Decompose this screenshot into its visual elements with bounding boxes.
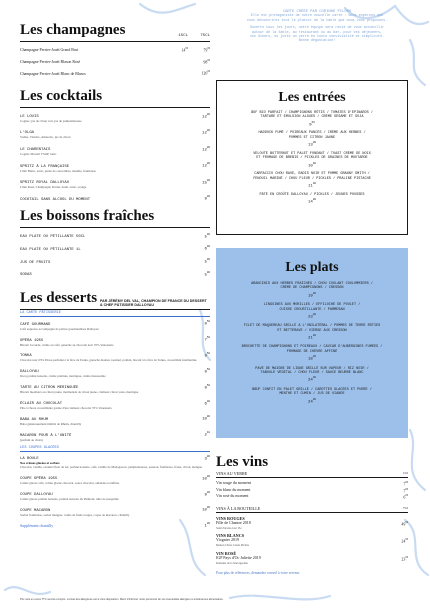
champagnes-col1: 15CL	[178, 34, 188, 38]
dish-name-line: CRÈME DE CHAMPIGNONS / CRESSON	[280, 286, 344, 291]
dish-item	[224, 324, 400, 341]
price-wrap	[401, 538, 408, 544]
price-cents: 00	[206, 522, 210, 526]
item-description: Cognac Martell VSOP, tonic	[20, 151, 57, 156]
price: 10	[202, 508, 207, 513]
price-cents: 50	[206, 336, 210, 340]
price-cents: 50	[206, 383, 210, 387]
dish-price	[224, 291, 400, 299]
menu-item	[20, 194, 210, 202]
price-wrap	[401, 521, 408, 527]
item-name: Champagne Perrier-Jouët Blason Rosé	[20, 59, 81, 64]
wines-section	[216, 454, 408, 575]
menu-item	[20, 474, 210, 486]
dish-item	[225, 152, 399, 169]
price-wrap	[188, 270, 210, 278]
price-cents: 00	[206, 415, 210, 419]
menu-item-row	[20, 194, 210, 202]
menu-item	[20, 367, 210, 379]
intro-line: CARTE CRÉÉE PAR CORINNE PILORO	[282, 10, 352, 14]
item-subtitle: Nos crèmes glacées et sorbets	[20, 461, 60, 466]
price: 49	[401, 521, 406, 527]
price-cents: 00	[312, 291, 316, 295]
item-name: LE LOUIS	[20, 114, 39, 119]
wine-producer: Saint-Nicolas-Jour Vie	[216, 526, 242, 530]
dish-price	[225, 161, 399, 169]
dish-name-line: BŒUF CONFIT EN PALET GRILLÉ / CAROTTES GLACÉES ET PURÉE /	[252, 387, 372, 392]
dish-price	[224, 312, 400, 320]
divider	[20, 316, 210, 317]
item-name: LA BOULE	[20, 457, 39, 462]
price: 79	[203, 47, 208, 53]
dish-price	[224, 397, 400, 405]
wine-name: Vin rosé du moment	[216, 493, 249, 499]
price-cents: 00	[206, 258, 210, 262]
price-cents: 00	[312, 312, 316, 316]
price-wrap	[401, 556, 408, 562]
dish-name-line: ET BETTERAVE / VIERGE AUX CRESSON	[277, 328, 347, 333]
menu-item	[20, 112, 210, 124]
pastry-subheading: LA CARTE PÂTISSERIE	[20, 311, 61, 316]
price-wrap	[188, 178, 210, 186]
menu-item	[20, 244, 210, 252]
price: 12	[202, 164, 207, 169]
item-description: Vodka, Violette, Amaretto, jus de citron	[20, 135, 71, 140]
intro-line: vos dîners, ou juste un verre en toute convivialité et simplicité.	[249, 35, 385, 40]
dish-name-line: ET FROMAGE DE BREBIS / PICKLES DE GRAINES DE MOUTARDE	[256, 156, 368, 161]
price-wrap	[188, 521, 210, 529]
price-cents: 00	[312, 182, 316, 186]
menu-item	[20, 145, 210, 157]
dish-name-line: TABOULÉ VÉGÉTAL / CHOU FLEUR / SAUCE BEURRE BLANC	[260, 370, 364, 375]
menu-item	[20, 454, 210, 470]
dish-price	[225, 197, 399, 205]
price: 10	[308, 164, 313, 169]
dish-name-line: FILET DE MAQUEREAU GRILLÉ À L'UNILATÉRAL / POMMES DE TERRE RÔTIES	[243, 324, 381, 329]
menu-item	[20, 128, 210, 140]
price-cents: 00	[207, 47, 210, 50]
price: 9	[204, 322, 207, 327]
dish-item	[224, 367, 400, 384]
price: 6	[403, 494, 406, 500]
price-wrap	[403, 493, 408, 500]
menu-item	[20, 521, 210, 529]
price-cents: 00	[206, 129, 210, 133]
menu-item	[20, 257, 210, 265]
price: 14	[308, 200, 313, 205]
item-description: Cognac, jus de citron vert, jus de pamplemousse	[20, 118, 82, 123]
menu-item	[20, 399, 210, 411]
menu-item	[20, 414, 210, 426]
cocktails-section	[20, 88, 210, 203]
price-cents: 00	[312, 141, 316, 145]
item-name: COUPE OPÉRA 1955	[20, 477, 58, 482]
wine-group	[216, 533, 408, 548]
menu-item-row	[20, 521, 210, 529]
price: 2	[204, 433, 207, 438]
dish-name-line: TARTARE ET ÉMULSION ALGUES / CRÈME SÉSAME ET SOJA	[260, 115, 364, 120]
price-cents: 50	[206, 320, 210, 324]
price: 7	[204, 338, 207, 343]
item-name: TONKA	[20, 354, 32, 359]
price-wrap	[188, 244, 210, 252]
price-wrap	[188, 161, 210, 169]
dish-item	[225, 111, 399, 128]
item-description: Sorbet framboise, sorbet mangue, coulis de fruits rouges, coque de macaron, chantilly	[20, 512, 130, 517]
price-cents: 00	[206, 195, 210, 199]
wine-name: Viognier 2019	[216, 537, 239, 543]
dish-name-line: BROCHETTE DE CHAMPIGNONS ET POIREAUX / CAVIAR D'AUBERGINES FUMÉES /	[241, 345, 383, 350]
dish-name-line: CARPACCIO CHOU RAVE, RADIS NOIR ET POMME GRANNY SMITH /	[254, 172, 370, 177]
dish-name-line: LINGUINES AUX MORILLES / EFFILOCHÉ DE POULET /	[263, 303, 361, 308]
item-name: MACARON POUR À L'UNITÉ	[20, 433, 72, 438]
price-wrap	[188, 430, 210, 438]
divider	[216, 477, 408, 478]
price-wrap	[188, 367, 210, 375]
dish-item	[224, 345, 400, 362]
price: 12	[202, 147, 207, 152]
dish-name-line: ARANCINIS AUX HERBES FRAÎCHES / CHOU COULANT COULOMMIERS /	[251, 282, 373, 286]
price-cents: 00	[405, 521, 408, 524]
champagnes-title: Les champagnes	[20, 22, 126, 38]
dish-item	[224, 388, 400, 405]
price-cents: 00	[312, 376, 316, 380]
price: 98	[203, 58, 208, 64]
champagnes-col2: 75CL	[200, 34, 210, 38]
dish-price	[225, 181, 399, 189]
champagnes-section	[20, 22, 210, 77]
item-description: Dacq praliné noisette, crème pralinée, meringue, crème mousseline	[20, 374, 106, 379]
price: 7	[403, 481, 406, 487]
price-wrap	[188, 335, 210, 343]
wine-producer: Maison Chave Cassis Rivière	[216, 544, 250, 548]
wine-bottle-heading: VINS À LA BOUTEILLE	[216, 505, 261, 511]
plats-box	[216, 248, 408, 438]
price-cents: 00	[206, 271, 210, 275]
price-cents: 00	[206, 178, 210, 182]
desserts-section	[20, 290, 210, 529]
dish-price	[224, 333, 400, 341]
price-cents: 00	[206, 490, 210, 494]
price: 23	[401, 555, 406, 561]
price: 9	[204, 370, 207, 375]
wine-bottle-unit: 75cl	[402, 505, 408, 510]
menu-item	[20, 351, 210, 363]
price-wrap	[188, 145, 210, 153]
item-description: Chocolat noir 63% Pérou parfumé à la fève de Tonka, ganache montée caramel, praliné, biscuit à la fève de Tonka, croustillant feuillantine	[20, 358, 197, 363]
wine-glass-unit: 15cl	[402, 471, 408, 475]
item-name: JUS DE FRUITS	[20, 260, 51, 265]
wine-bottle-header	[216, 506, 408, 511]
price-cents: 00	[405, 481, 408, 485]
price-wrap	[188, 414, 210, 422]
wine-note: Pour plus de références, demandez conseil à votre serveur.	[216, 571, 301, 576]
menu-item	[20, 490, 210, 502]
divider	[20, 107, 210, 108]
price-wrap	[188, 257, 210, 265]
wine-glass-heading: VINS AU VERRE	[216, 471, 248, 476]
intro-line: Elle est protagoniste de notre nouvelle carte : Nous espérons que	[250, 14, 384, 19]
dish-name-line: CUISSE CROUSTILLANTE / PARMESAN	[279, 307, 345, 312]
price: 9	[204, 386, 207, 391]
pastry-chef-credit: PAR JÉRÉMY DEL VAL, CHAMPION DE FRANCE DU DESSERT & CHEF PÂTISSIER DALLOYAU	[100, 298, 207, 308]
item-name: OPÉRA 1955	[20, 338, 44, 343]
price-cents: 00	[206, 232, 210, 236]
item-name: CAFÉ GOURMAND	[20, 322, 51, 327]
price: 9	[309, 123, 312, 128]
wine-name: Vin blanc du moment	[216, 486, 251, 492]
dish-name-line: FROMAGE DE CHÈVRE AFFINÉ	[286, 349, 338, 354]
price-cents: 00	[206, 399, 210, 403]
item-name: ÉCLAIR AU CHOCOLAT	[20, 401, 63, 406]
price: 9	[204, 197, 207, 202]
left-column	[20, 22, 210, 533]
intro-line: Ouverts tous les jours, notre équipe sera ravie de vous accueillir	[249, 26, 385, 31]
price: 23	[308, 315, 313, 320]
price-cents: 00	[206, 474, 210, 478]
divider	[20, 227, 210, 228]
entrees-title: Les entrées	[278, 90, 346, 105]
intro-line: Bonne dégustation!	[298, 39, 336, 44]
price-cents: 50	[206, 352, 210, 356]
dish-item	[224, 282, 400, 299]
price-wrap	[188, 319, 210, 327]
dish-item	[225, 131, 399, 148]
price-cents: 50	[206, 367, 210, 371]
dish-name-line: VELOUTÉ BUTTERNUT ET PALET FONDANT / TOAST CRÈME DE NOIX	[253, 151, 371, 156]
wines-title: Les vins	[216, 454, 269, 470]
intro-line: autour de la table, au restaurant ou au bar, pour vos déjeuners,	[251, 30, 383, 35]
price-cents: 00	[312, 355, 316, 359]
price: 10	[202, 417, 207, 422]
price: 6	[204, 247, 207, 252]
wine-group	[216, 516, 408, 531]
dish-name-line: FENOUIL MARINÉ / CHOU FLEUR / PICKLES / PRALINÉ PISTACHE	[253, 176, 371, 181]
price-wrap	[188, 399, 210, 407]
item-name: SPRITZ ROYAL DALLOYAU	[20, 181, 70, 186]
wine-group	[216, 551, 408, 566]
wine-glass-header	[216, 471, 408, 476]
price: 5	[204, 260, 207, 265]
price: 24	[308, 378, 313, 383]
item-name: EAU PLATE OU PÉTILLANTE 1L	[20, 247, 81, 252]
dish-name-line: PÂTÉ EN CROÛTE DALLOYAU / PICKLES / JEUNES POUSSES	[259, 192, 365, 197]
menu-item	[20, 319, 210, 331]
item-description: Café expresso accompagné de petites gourmandises Dalloyau	[20, 326, 99, 331]
price-wrap	[188, 128, 210, 136]
item-name: Supplément chantilly	[20, 523, 54, 528]
intro-line: vous découvrirez tout le plaisir de la table que nous vous proposons.	[246, 18, 388, 23]
menu-item	[20, 430, 210, 442]
price-wrap	[188, 474, 210, 482]
menu-item	[20, 58, 210, 65]
menu-item	[20, 178, 210, 190]
price: 19	[308, 294, 313, 299]
price: 5	[204, 234, 207, 239]
item-name: SODAS	[20, 273, 32, 278]
item-description: Biscuit moelleux au citron jaune, marmelade de citron jaune, crémeux citron yuzu, meringue	[20, 390, 139, 395]
price-cents: 00	[207, 58, 210, 62]
soft-drinks-title: Les boissons fraîches	[20, 207, 155, 224]
item-name: TARTE AU CITRON MERINGUÉE	[20, 386, 79, 391]
price-cents: 00	[405, 555, 408, 559]
price-wrap	[188, 194, 210, 202]
price-cents: 00	[206, 506, 210, 510]
dish-price	[224, 354, 400, 362]
dish-price	[225, 140, 399, 148]
price-wrap	[188, 232, 210, 240]
ice-cream-subheading: LES COUPES GLACÉES	[20, 446, 59, 450]
item-name: DALLOYAU	[20, 370, 39, 375]
item-description: (parfum au choix)	[20, 437, 44, 442]
price-wrap	[188, 454, 210, 462]
item-description: Pâte à choux croustillante garnie d'un crémeux chocolat 70% Venezuela	[20, 405, 112, 410]
price-wrap	[188, 490, 210, 498]
price: 7	[403, 488, 406, 494]
price-cents: 00	[206, 245, 210, 249]
price-cents: 00	[206, 112, 210, 116]
price: 9	[204, 492, 207, 497]
divider	[20, 451, 210, 452]
price: 5	[204, 273, 207, 278]
dish-item	[224, 303, 400, 320]
price: 12	[202, 114, 207, 119]
price-cents: 00	[405, 494, 408, 498]
divider	[20, 41, 210, 42]
item-description: Lillet Blanc, tonic, purée de concombre, menthe, framboise	[20, 168, 96, 173]
dish-name-line: MENTHE ET CUMIN / JUS DE VIANDE	[279, 392, 345, 397]
price: 120	[201, 70, 208, 76]
menu-item	[20, 270, 210, 278]
menu-item	[20, 232, 210, 240]
price-wrap	[188, 505, 210, 513]
item-name: LE CHARENTAIS	[20, 147, 51, 152]
price-cents: 00	[312, 198, 316, 202]
wine-producer: Domaine de la Sauvageonne	[216, 561, 248, 565]
menu-item	[20, 161, 210, 173]
price: 13	[308, 143, 313, 148]
item-description: Crème glacée praliné noisette, praliné noisette du Piémont, tuile de nougatine	[20, 496, 119, 501]
price-cents: 00	[312, 334, 316, 338]
price: 1	[204, 524, 207, 529]
price-cents: 50	[311, 120, 315, 124]
item-name: COUPE DALLOYAU	[20, 492, 53, 497]
price-cents: 10	[206, 431, 210, 435]
dish-item	[225, 172, 399, 189]
item-name: COUPE MACARON	[20, 508, 51, 513]
wine-name: IGP Pays d'Oc Juliette 2019	[216, 554, 261, 560]
price: 18	[308, 357, 313, 362]
menu-item	[20, 505, 210, 517]
price: 11	[308, 184, 313, 189]
item-description: Biscuit Joconde, crème au café, ganache au chocolat noir 70% Venezuela	[20, 342, 114, 347]
soft-drinks-section	[20, 208, 210, 279]
price: 14	[181, 47, 186, 53]
item-description: Crème glacée café, crème glacée chocolat, sauce chocolat, amandes torréfiées	[20, 481, 120, 486]
price-cents: 00	[312, 161, 316, 165]
price: 24	[308, 399, 313, 404]
item-name: Champagne Perrier-Jouët Grand Brut	[20, 48, 79, 53]
price-cents: 00	[207, 70, 210, 74]
price-cents: 00	[206, 162, 210, 166]
cocktails-title: Les cocktails	[20, 87, 103, 104]
dish-name-line: POMMES ET CITRON JAUNE	[288, 135, 336, 140]
dish-item	[225, 193, 399, 206]
wine-group-heading: VINS ROUGES	[216, 516, 245, 521]
menu-item-row	[20, 430, 210, 438]
price: 12	[202, 131, 207, 136]
price-cents: 00	[185, 47, 188, 50]
wine-group-heading: VIN ROSÉ	[216, 550, 237, 556]
price-wrap	[188, 383, 210, 391]
price-cents: 00	[312, 397, 316, 401]
item-name: SPRITZ À LA FRANÇAISE	[20, 164, 70, 169]
price-cents: 00	[206, 455, 210, 458]
dish-name-line: PAVÉ DE MAIGRE DE LIGNE GRILLÉ SUR VAPEUR / RIZ NOIR /	[255, 366, 369, 371]
price-wrap	[188, 112, 210, 120]
entrees-box	[216, 80, 408, 235]
price-cents: 00	[405, 538, 408, 542]
dish-name-line: ŒUF BIO PARFAIT / CHAMPIGNONS RÔTIS / TOMATES D'ÉPINARDS /	[251, 111, 373, 115]
price: 24	[401, 538, 406, 544]
price: 15	[202, 181, 207, 186]
plats-title: Les plats	[285, 260, 339, 275]
item-description: Chocolat, vanille, caramel fleur de sel, praliné noisette, café, vanille de Madagascar, pamplemousse, passion, framboise, fraise, citron, mangue	[20, 465, 203, 470]
price: 21	[308, 336, 313, 341]
menu-item	[20, 69, 210, 76]
item-description: Baba généreusement imbibé de Rhum, chantilly	[20, 421, 82, 426]
dish-price	[224, 375, 400, 383]
menu-item	[20, 383, 210, 395]
wine-item	[216, 493, 408, 500]
price: 3	[204, 457, 207, 462]
item-name: L'OLGA	[20, 131, 35, 136]
price-cents: 00	[405, 487, 408, 491]
menu-item	[20, 335, 210, 347]
legal-footnote: Prix nets en euros TTC service compris. La liste des allergènes est à votre disposition. Merci d'informer notre personnel de vos éventuelles allergies ou intolérances alimentaires.	[20, 598, 224, 601]
price: 6	[204, 401, 207, 406]
dish-price	[225, 120, 399, 128]
wine-name: Vin rouge du moment	[216, 480, 251, 486]
price: 9	[204, 354, 207, 359]
item-name: BABA AU RHUM	[20, 417, 49, 422]
desserts-title: Les desserts	[20, 290, 98, 307]
wine-name: Fille de Chantre 2018	[216, 520, 251, 525]
wine-group-heading: VINS BLANCS	[216, 533, 245, 539]
item-name: COCKTAIL SANS ALCOOL DU MOMENT	[20, 197, 91, 202]
dish-name-line: HADDOCK FUMÉ / POIREAUX PANCÉS / CRÈME AUX HERBES /	[258, 131, 366, 136]
price: 10	[202, 477, 207, 482]
item-name: EAU PLATE OU PÉTILLANTE 50CL	[20, 234, 86, 239]
divider	[216, 512, 408, 513]
item-name: Champagne Perrier-Jouët Blanc de Blancs	[20, 71, 86, 76]
item-description: Lillet Rosé, Champagne Perrier-Jouët, tonic, orange	[20, 185, 87, 190]
intro-paragraph	[232, 10, 402, 44]
price-cents: 00	[206, 145, 210, 149]
menu-item	[20, 46, 210, 53]
